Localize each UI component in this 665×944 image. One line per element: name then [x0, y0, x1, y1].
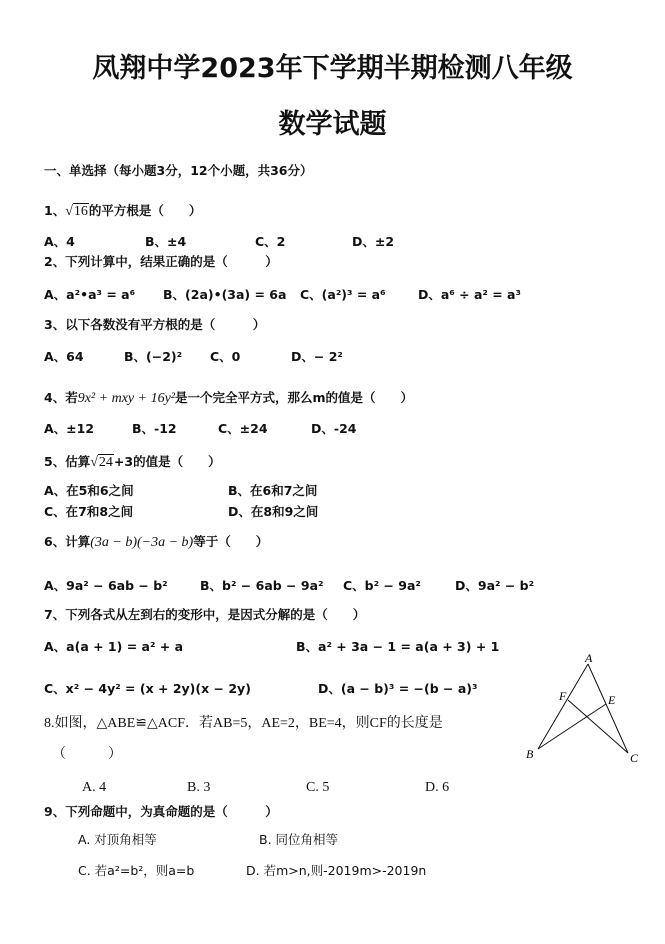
question-2: [44, 254, 278, 270]
question-4-prefix: 若: [65, 390, 78, 405]
question-3-stem: 以下各数没有平方根的是（ ）: [65, 317, 266, 332]
q7-option-c: C、x² − 4y² = (x + 2y)(x − 2y): [44, 681, 251, 696]
question-4-number: 4、: [44, 390, 66, 405]
q4-option-a: A、±12: [44, 421, 95, 436]
question-1-number: 1、: [44, 203, 66, 218]
question-8-answer-blank: （ ）: [52, 747, 122, 762]
question-5: [44, 454, 221, 471]
question-8-stem: 如图，△ABE≌△ACF．若AB=5，AE=2，BE=4，则CF的长度是: [54, 716, 443, 731]
q9-option-a: A. 对顶角相等: [78, 832, 157, 847]
question-6-prefix: 计算: [65, 534, 91, 549]
question-4-stem: 是一个完全平方式，那么m的值是（ ）: [174, 390, 414, 405]
question-4: [44, 390, 413, 407]
label-e: E: [608, 693, 616, 707]
q2-option-c: C、(a²)³ = a⁶: [300, 287, 386, 302]
segment-ac: [588, 664, 628, 753]
q1-option-c: C、2: [255, 234, 286, 249]
paper-title-line2: 数学试题: [278, 109, 387, 140]
q7-option-b: B、a² + 3a − 1 = a(a + 3) + 1: [296, 639, 500, 654]
q4-option-b: B、-12: [132, 421, 177, 436]
q6-option-b: B、b² − 6ab − 9a²: [200, 578, 324, 593]
q8-option-c: C. 5: [306, 780, 330, 795]
q9-option-b: B. 同位角相等: [259, 832, 339, 847]
question-6-expression: (3a − b)(−3a − b): [90, 535, 194, 550]
question-7: [44, 607, 365, 623]
triangle-figure: [520, 648, 650, 770]
q9-option-c: C. 若a²=b²，则a=b: [78, 863, 195, 878]
q5-option-d: D、在8和9之间: [228, 504, 319, 519]
question-1: [44, 203, 201, 220]
question-3: [44, 317, 265, 333]
question-6: [44, 534, 268, 551]
q6-option-d: D、9a² − b²: [455, 578, 535, 593]
question-9: [44, 804, 278, 820]
question-5-prefix: 估算: [65, 454, 91, 469]
segment-be: [538, 704, 606, 749]
question-2-number: 2、: [44, 254, 66, 269]
question-6-number: 6、: [44, 534, 66, 549]
q2-option-a: A、a²•a³ = a⁶: [44, 287, 136, 302]
q3-option-a: A、64: [44, 349, 84, 364]
q8-option-b: B. 3: [187, 780, 211, 795]
q1-option-b: B、±4: [145, 234, 187, 249]
label-c: C: [630, 751, 639, 765]
question-8-number: 8.: [44, 716, 55, 731]
question-5-number: 5、: [44, 454, 66, 469]
q1-option-a: A、4: [44, 234, 75, 249]
segment-cf: [568, 700, 628, 753]
question-3-number: 3、: [44, 317, 66, 332]
question-5-stem: +3的值是（ ）: [113, 454, 221, 469]
q1-option-d: D、±2: [352, 234, 395, 249]
q3-option-c: C、0: [210, 349, 241, 364]
question-8: [44, 716, 443, 732]
section-heading: 一、单选择（每小题3分，12个小题，共36分）: [44, 163, 313, 178]
question-2-stem: 下列计算中，结果正确的是（ ）: [65, 254, 278, 269]
question-7-number: 7、: [44, 607, 66, 622]
label-a: A: [585, 651, 593, 665]
question-4-expression: 9x² + mxy + 16y²: [77, 391, 175, 406]
q9-option-d: D. 若m>n,则-2019m>-2019n: [246, 863, 427, 878]
q3-option-b: B、(−2)²: [124, 349, 183, 364]
q4-option-c: C、±24: [218, 421, 268, 436]
q6-option-a: A、9a² − 6ab − b²: [44, 578, 168, 593]
q3-option-d: D、− 2²: [291, 349, 343, 364]
q2-option-d: D、a⁶ ÷ a² = a³: [418, 287, 521, 302]
question-9-number: 9、: [44, 804, 66, 819]
label-b: B: [526, 747, 534, 761]
label-f: F: [559, 689, 567, 703]
q5-option-b: B、在6和7之间: [228, 483, 318, 498]
q8-option-a: A. 4: [82, 780, 107, 795]
question-9-stem: 下列命题中，为真命题的是（ ）: [65, 804, 278, 819]
question-5-radical: √24: [90, 455, 113, 470]
q4-option-d: D、-24: [311, 421, 357, 436]
q2-option-b: B、(2a)•(3a) = 6a: [163, 287, 287, 302]
q6-option-c: C、b² − 9a²: [343, 578, 421, 593]
q7-option-a: A、a(a + 1) = a² + a: [44, 639, 184, 654]
question-1-radical: √16: [65, 204, 88, 219]
question-1-stem: 的平方根是（ ）: [88, 203, 202, 218]
q7-option-d: D、(a − b)³ = −(b − a)³: [318, 681, 478, 696]
q5-option-c: C、在7和8之间: [44, 504, 134, 519]
segment-ab: [538, 664, 588, 749]
question-7-stem: 下列各式从左到右的变形中，是因式分解的是（ ）: [65, 607, 366, 622]
q5-option-a: A、在5和6之间: [44, 483, 134, 498]
q8-option-d: D. 6: [425, 780, 450, 795]
question-6-stem: 等于（ ）: [193, 534, 269, 549]
paper-title-line1: 凤翔中学2023年下学期半期检测八年级: [92, 53, 573, 84]
